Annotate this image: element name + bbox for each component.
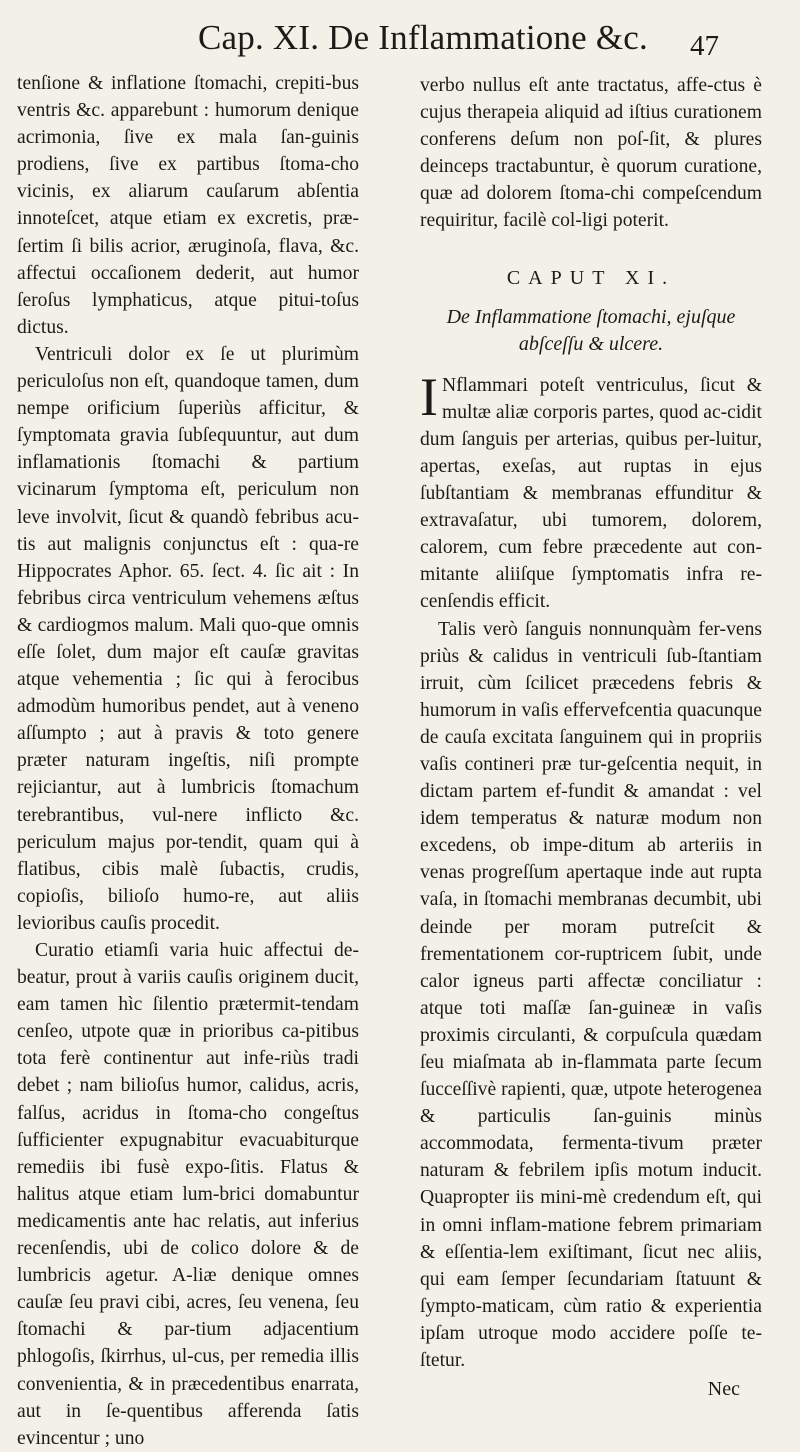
drop-capital: I [420,366,438,427]
running-title: Cap. XI. De Inflammatione &c. [198,18,648,57]
right-column [420,72,762,1403]
running-header [0,18,800,70]
paragraph: Talis verò ſanguis nonnunquàm fer-vens priùs & calidus in ventriculi ſub-ſtantiam irruit, cùm ſcilicet præcedens febris & humorum in vaſis effervefcentia quacunque de cauſa excitata ſanguinem qui in propriis vaſis contineri præ tur-geſcentia nequit, in dictam partem ef-fundit & amandat : vel idem temperatus & naturæ modum non excedens, ob impe-ditum ab arteriis in venas progreſſum apertaque inde aut rupta vaſa, in ſtomachi membranas decumbit, ubi deinde per moram putreſcit & frementationem cor-ruptricem ſubit, unde calor igneus parti affectæ conciliatur : atque toti maſſæ ſan-guineæ in vaſis proximis circulanti, & corpuſcula quædam ſeu miaſmata ab in-flammata parte ſecum ſucceſſivè rapienti, quæ, utpote heterogenea & particulis ſan-guinis minùs accommodata, fermenta-tivum præter naturam & febrilem ipſis motum inducit. Quapropter iis mini-mè credendum eſt, qui in omni inflam-matione febrem primariam & eſſentia-lem exiſtimant, ſicut nec aliis, qui eam ſemper ſecundariam ſtatuunt & ſympto-maticam, cùm ratio & experientia ipſam utroque modo accidere poſſe te-ſtetur. [420,618,762,1372]
paragraph [420,366,762,616]
paragraph: verbo nullus eſt ante tractatus, affe-ctus è cujus therapeia aliquid ad iſtius curationem conferens deſum non poſ-ſit, & plures deinceps tractabuntur, è quorum curatione, quæ ad dolorem ſtoma-chi compeſcendum requiritur, facilè col-ligi poterit. [420,75,762,232]
paragraph: tenſione & inflatione ſtomachi, crepiti-bus ventris &c. apparebunt : humorum denique acrimonia, ſive ex mala ſan-guinis prodiens, ſive ex partibus ſtoma-cho vicinis, ex aliarum cauſarum abſentia innoteſcet, atque etiam ex excretis, præ-ſertim ſi bilis acrior, æruginoſa, flava, &c. affectui occaſionem dederit, aut humor ſeroſus lymphaticus, atque pitui-toſus dictus. [17,73,359,338]
page-number: 47 [690,30,719,62]
chapter-heading: CAPUT XI. [506,266,676,289]
left-column [17,70,359,1452]
paragraph-text: Nflammari poteſt ventriculus, ſicut & multæ aliæ corporis partes, quod ac-cidit dum ſanguis per arterias, quibus per-luitur, apertas, exeſas, aut ruptas in ejus ſubſtantiam & membranas effunditur & extravaſatur, ubi tumorem, dolorem, calorem, cum febre præcedente aut con-mitante aliiſque ſymptomatis infra re-cenſendis efficit. [420,374,762,613]
chapter-subtitle: De Inflammatione ſtomachi, ejuſque abſceſſu & ulcere. [446,305,736,355]
catchword: Nec [707,1378,740,1401]
paragraph: Ventriculi dolor ex ſe ut plurimùm periculoſus non eſt, quandoque tamen, dum nempe orificium ſuperiùs afficitur, & ſymptomata gravia ſubſequuntur, aut dum inflamationis ſtomachi & partium vicinarum ſymptoma eſt, periculum non leve involvit, ſicut & quandò febribus acu-tis aut malignis conjunctus eſt : qua-re Hippocrates Aphor. 65. ſect. 4. ſic ait : In febribus circa ventriculum vehemens æſtus & cardiogmos malum. Mali quo-que omnis eſſe ſolet, dum major eſt cauſæ gravitas atque vehementia ; ſic qui à ferocibus admodùm humoribus pendet, aut à veneno aſſumpto ; aut à pravis & toto genere præter naturam ingeſtis, niſi prompte rejiciantur, aut à lumbricis ſtomachum terebrantibus, vul-nere inflicto &c. periculum majus por-tendit, quam qui à flatibus, cibis malè ſubactis, crudis, copioſis, bilioſo humo-re, aut aliis levioribus cauſis procedit. [17,343,359,934]
paragraph: Curatio etiamſi varia huic affectui de-beatur, prout à variis cauſis originem ducit, eam tamen hìc ſilentio prætermit-tendam cenſeo, utpote quæ in prioribus ca-pitibus tota ferè continentur aut infe-riùs tradi debet ; nam bilioſus humor, calidus, acris, falſus, acridus in ſtoma-cho congeſtus ſufficienter expugnabitur evacuabiturque remediis ibi fusè expo-ſitis. Flatus & halitus atque etiam lum-brici domabuntur medicamentis ante hac relatis, aut inferius recenſendis, ubi de colico dolore & de lumbricis agetur. A-liæ denique omnes cauſæ ſeu pravi cibi, acres, ſeu venena, ſeu ſtomachi & par-tium adjacentium phlogoſis, ſkirrhus, ul-cus, per remedia illis convenientia, & in præcedentibus enarrata, aut in ſe-quentibus afferenda ſatis evincentur ; uno [17,940,359,1449]
